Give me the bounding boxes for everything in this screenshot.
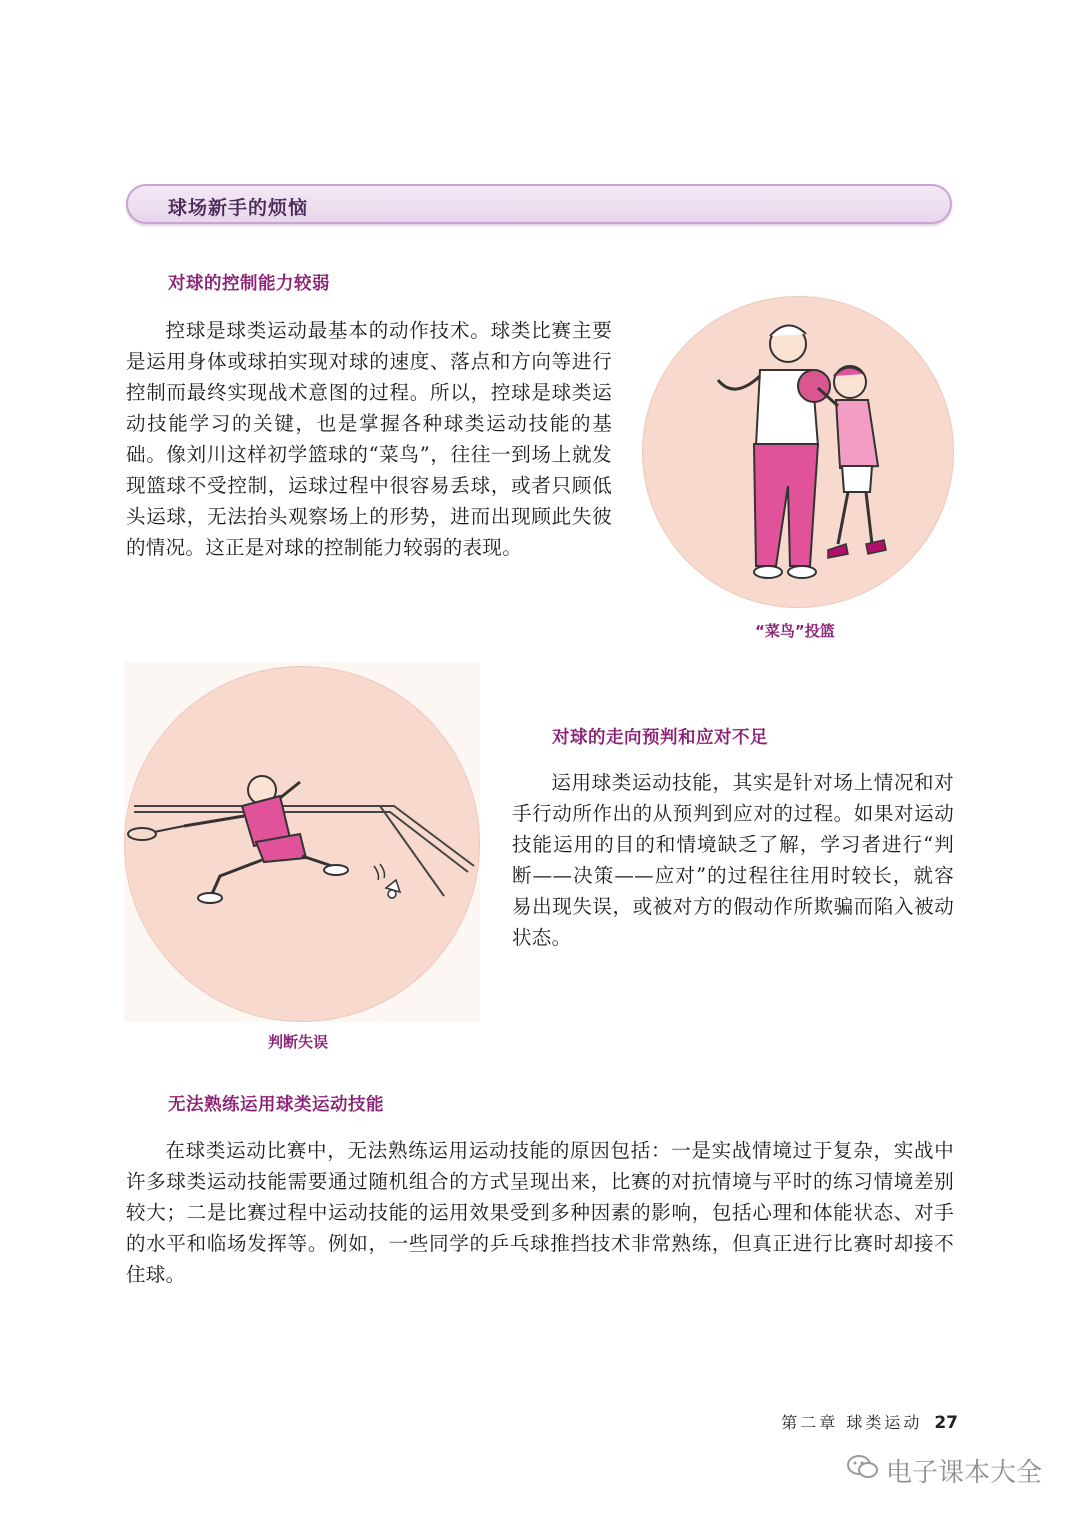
subheading-ball-control: 对球的控制能力较弱 xyxy=(168,274,330,294)
figure-misjudgment-disc xyxy=(124,666,480,1022)
paragraph-ball-control-text: 控球是球类运动最基本的动作技术。球类比赛主要是运用身体或球拍实现对球的速度、落点和方向等进行控制而最终实现战术意图的过程。所以，控球是球类运动技能学习的关键，也是掌握各种球类运动技能的基础。像刘川这样初学篮球的“菜鸟”，往往一到场上就发现篮球不受控制，运球过程中很容易丢球，或者只顾低头运球，无法抬头观察场上的形势，进而出现顾此失彼的情况。这正是对球的控制能力较弱的表现。 xyxy=(126,319,612,559)
paragraph-anticipation xyxy=(512,767,954,953)
subheading-skill-use: 无法熟练运用球类运动技能 xyxy=(168,1095,384,1115)
caption-misjudgment: 判断失误 xyxy=(268,1033,329,1051)
paragraph-skill-use-text: 在球类运动比赛中，无法熟练运用运动技能的原因包括：一是实战情境过于复杂，实战中许多球类运动技能需要通过随机组合的方式呈现出来，比赛的对抗情境与平时的练习情境差别较大；二是比赛过程中运动技能的运用效果受到多种因素的影响，包括心理和体能状态、对手的水平和临场发挥等。例如，一些同学的乒乓球推挡技术非常熟练，但真正进行比赛时却接不住球。 xyxy=(126,1139,954,1286)
section-banner xyxy=(126,184,952,224)
paragraph-skill-use xyxy=(126,1135,954,1290)
badminton-player-illustration xyxy=(124,666,480,1022)
chapter-title: 第二章 球类运动 xyxy=(781,1413,923,1432)
page-number: 27 xyxy=(934,1413,958,1433)
watermark-text: 电子课本大全 xyxy=(886,1458,1043,1488)
paragraph-anticipation-text: 运用球类运动技能，其实是针对场上情况和对手行动所作出的从预判到应对的过程。如果对运动技能运用的目的和情境缺乏了解，学习者进行“判断——决策——应对”的过程往往用时较长，就容易出现失误，或被对方的假动作所欺骗而陷入被动状态。 xyxy=(512,771,954,949)
wechat-icon xyxy=(846,1453,880,1488)
figure-rookie-shot-disc xyxy=(642,296,954,608)
section-title: 球场新手的烦恼 xyxy=(168,197,309,219)
subheading-anticipation: 对球的走向预判和应对不足 xyxy=(552,728,768,748)
watermark xyxy=(846,1452,1042,1489)
paragraph-ball-control xyxy=(126,315,612,563)
basketball-coach-illustration xyxy=(642,296,954,608)
page-footer xyxy=(781,1410,958,1433)
caption-rookie-shot: “菜鸟”投篮 xyxy=(755,622,835,640)
